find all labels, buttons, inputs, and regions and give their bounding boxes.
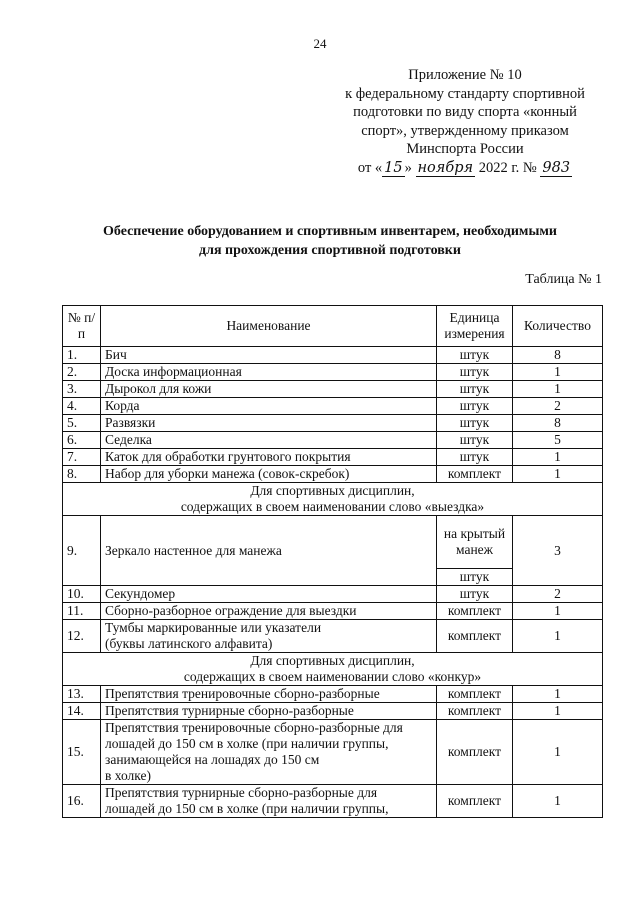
- row-qty: 1: [513, 466, 603, 483]
- row-num: 8.: [63, 466, 101, 483]
- handwritten-month: ноября: [417, 159, 474, 176]
- order-date-line: [330, 159, 600, 178]
- header-num: № п/п: [63, 306, 101, 347]
- row-unit: штук: [437, 381, 513, 398]
- row-num: 15.: [63, 720, 101, 785]
- row-qty: 8: [513, 347, 603, 364]
- table-header-row: [63, 306, 603, 347]
- handwritten-order-number: 983: [542, 159, 571, 176]
- document-title-line-2: для прохождения спортивной подготовки: [199, 243, 461, 258]
- row-unit: штук: [437, 398, 513, 415]
- appendix-line-1: Приложение № 10: [408, 67, 522, 83]
- document-title-line-1: Обеспечение оборудованием и спортивным инвентарем, необходимыми: [103, 224, 557, 239]
- table-row: [63, 398, 603, 415]
- row-unit: комплект: [437, 720, 513, 785]
- row-num: 10.: [63, 586, 101, 603]
- row-qty: 8: [513, 415, 603, 432]
- handwritten-day: 15: [384, 159, 403, 176]
- page-number: 24: [313, 36, 327, 51]
- row-qty: 1: [513, 785, 603, 818]
- table-row: [63, 686, 603, 703]
- row-name-line-2: лошадей до 150 см в холке (при наличии группы,: [105, 736, 389, 751]
- row-num: 11.: [63, 603, 101, 620]
- table-row: [63, 785, 603, 818]
- row-qty: 2: [513, 586, 603, 603]
- section-line-2: содержащих в своем наименовании слово «выездка»: [180, 499, 485, 514]
- row-unit: штук: [437, 586, 513, 603]
- row-name-line-2: (буквы латинского алфавита): [105, 636, 273, 651]
- row-unit: штук: [437, 415, 513, 432]
- row-qty: 1: [513, 686, 603, 703]
- row-qty: 1: [513, 720, 603, 785]
- row-num: 2.: [63, 364, 101, 381]
- date-mid: »: [404, 159, 416, 176]
- row-num: 5.: [63, 415, 101, 432]
- appendix-line-3: подготовки по виду спорта «конный: [353, 104, 577, 120]
- appendix-header: [330, 66, 600, 177]
- table-row: [63, 603, 603, 620]
- section-heading-dressage: [63, 483, 603, 516]
- section-heading-jumping: [63, 653, 603, 686]
- row-name: Бич: [101, 347, 437, 364]
- row-num: 16.: [63, 785, 101, 818]
- row-name: [101, 785, 437, 818]
- row-unit: комплект: [437, 620, 513, 653]
- row-num: 12.: [63, 620, 101, 653]
- row-unit: комплект: [437, 686, 513, 703]
- section-line-1: Для спортивных дисциплин,: [250, 653, 415, 668]
- row-name: Препятствия турнирные сборно-разборные: [101, 703, 437, 720]
- document-title: [60, 222, 600, 260]
- equipment-table: [62, 305, 603, 818]
- row-name: Каток для обработки грунтового покрытия: [101, 449, 437, 466]
- row-qty: 3: [513, 516, 603, 586]
- table-label: Таблица № 1: [525, 272, 602, 287]
- section-row-jumping: [63, 653, 603, 686]
- row-name-line-4: в холке): [105, 768, 152, 783]
- row-unit: комплект: [437, 785, 513, 818]
- header-qty: Количество: [513, 306, 603, 347]
- row-name: Зеркало настенное для манежа: [101, 516, 437, 586]
- row-unit-b: штук: [437, 569, 513, 586]
- row-name: [101, 620, 437, 653]
- row-qty: 1: [513, 364, 603, 381]
- row-name-line-3: занимающейся на лошадях до 150 см: [105, 752, 320, 767]
- date-prefix: от «: [357, 159, 383, 176]
- row-num: 6.: [63, 432, 101, 449]
- row-num: 14.: [63, 703, 101, 720]
- row-name: Корда: [101, 398, 437, 415]
- row-qty: 1: [513, 703, 603, 720]
- table-row: [63, 466, 603, 483]
- table-row: [63, 415, 603, 432]
- row-qty: 1: [513, 381, 603, 398]
- row-name: Развязки: [101, 415, 437, 432]
- row-name: Набор для уборки манежа (совок-скребок): [101, 466, 437, 483]
- row-qty: 1: [513, 603, 603, 620]
- row-name-line-2: лошадей до 150 см в холке (при наличии группы,: [105, 801, 389, 816]
- row-num: 1.: [63, 347, 101, 364]
- row-unit: штук: [437, 347, 513, 364]
- row-name: Сборно-разборное ограждение для выездки: [101, 603, 437, 620]
- row-unit: комплект: [437, 603, 513, 620]
- header-unit: Единица измерения: [437, 306, 513, 347]
- table-row: [63, 703, 603, 720]
- row-name: Доска информационная: [101, 364, 437, 381]
- row-unit: штук: [437, 432, 513, 449]
- row-unit: штук: [437, 449, 513, 466]
- table-row: [63, 347, 603, 364]
- table-row: [63, 364, 603, 381]
- row-unit: комплект: [437, 466, 513, 483]
- row-name: Препятствия тренировочные сборно-разборные: [101, 686, 437, 703]
- appendix-line-4: спорт», утвержденному приказом: [361, 122, 569, 139]
- table-row: [63, 381, 603, 398]
- section-line-2: содержащих в своем наименовании слово «конкур»: [183, 669, 482, 684]
- row-num: 9.: [63, 516, 101, 586]
- row-name: Секундомер: [101, 586, 437, 603]
- row-name: Дырокол для кожи: [101, 381, 437, 398]
- row-qty: 2: [513, 398, 603, 415]
- row-unit: комплект: [437, 703, 513, 720]
- table-row: [63, 720, 603, 785]
- row-num: 7.: [63, 449, 101, 466]
- date-suffix: 2022 г. №: [475, 159, 541, 176]
- appendix-line-2: к федеральному стандарту спортивной: [345, 85, 585, 102]
- section-line-1: Для спортивных дисциплин,: [250, 483, 415, 498]
- row-name: Седелка: [101, 432, 437, 449]
- row-qty: 1: [513, 620, 603, 653]
- row-qty: 1: [513, 449, 603, 466]
- row-name-line-1: Препятствия тренировочные сборно-разборные для: [105, 720, 403, 735]
- table-row: [63, 586, 603, 603]
- row-num: 13.: [63, 686, 101, 703]
- row-unit-a: на крытый манеж: [437, 516, 513, 569]
- row-name-line-1: Препятствия турнирные сборно-разборные для: [105, 785, 378, 800]
- row-name-line-1: Тумбы маркированные или указатели: [105, 620, 322, 635]
- table-row: [63, 432, 603, 449]
- table-row: [63, 449, 603, 466]
- row-num: 4.: [63, 398, 101, 415]
- row-qty: 5: [513, 432, 603, 449]
- row-unit: штук: [437, 364, 513, 381]
- table-row: [63, 620, 603, 653]
- section-row-dressage: [63, 483, 603, 516]
- row-num: 3.: [63, 381, 101, 398]
- row-name: [101, 720, 437, 785]
- table-row: [63, 516, 603, 569]
- header-name: Наименование: [101, 306, 437, 347]
- appendix-line-5: Минспорта России: [406, 141, 524, 157]
